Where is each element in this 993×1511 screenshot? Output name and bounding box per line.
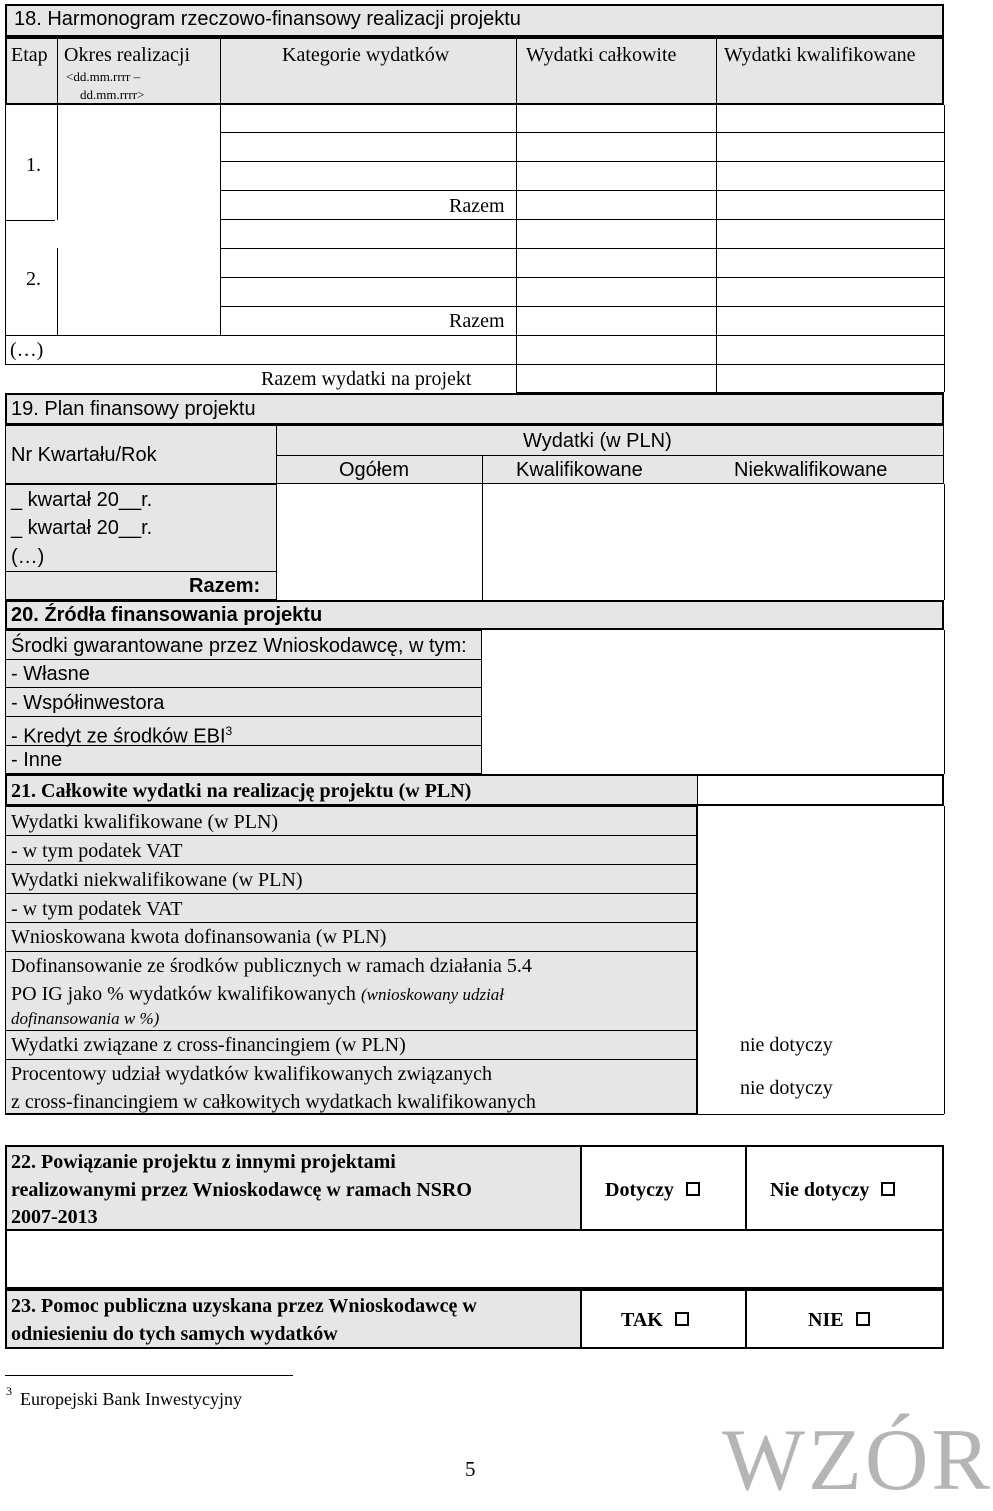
section-19-title: 19. Plan finansowy projektu: [11, 398, 256, 420]
plan-row-3: (…): [11, 546, 45, 568]
etap-1-label: 1.: [26, 154, 41, 176]
option-dotyczy[interactable]: [605, 1179, 700, 1201]
section-20-title: 20. Źródła finansowania projektu: [11, 604, 323, 626]
col-okres-format-1: <dd.mm.rrrr –: [66, 69, 141, 84]
plan-kwalifikowane: Kwalifikowane: [516, 459, 643, 481]
dofinansowanie-line1: Dofinansowanie ze środków publicznych w ramach działania 5.4: [11, 955, 532, 977]
section-18-title: 18. Harmonogram rzeczowo-finansowy realizacji projektu: [14, 8, 521, 30]
total-kwalifikowane-vat: - w tym podatek VAT: [11, 840, 183, 862]
cross-financing: Wydatki związane z cross-financingiem (w PLN): [11, 1034, 406, 1056]
section-22-line2: realizowanymi przez Wnioskodawcę w ramach NSRO: [11, 1179, 472, 1201]
source-ebi-loan: [11, 720, 232, 748]
plan-wydatki-pln: Wydatki (w PLN): [523, 430, 672, 452]
col-kwalifikowane: Wydatki kwalifikowane: [724, 44, 916, 66]
source-coinvestor: - Współinwestora: [11, 692, 165, 714]
nie-checkbox[interactable]: [856, 1312, 870, 1326]
section-23-line2: odniesieniu do tych samych wydatków: [11, 1323, 338, 1345]
dotyczy-checkbox[interactable]: [686, 1182, 700, 1196]
etap-more: (…): [10, 339, 44, 361]
source-guaranteed: Środki gwarantowane przez Wnioskodawcę, w tym:: [11, 635, 467, 657]
dofinansowanie-italic1: (wnioskowany udział: [360, 985, 505, 1004]
etap-2-label: 2.: [26, 268, 41, 290]
plan-razem: Razem:: [189, 575, 261, 597]
col-kategorie: Kategorie wydatków: [282, 44, 450, 66]
col-okres: Okres realizacji: [64, 44, 191, 66]
col-etap: Etap: [11, 44, 48, 66]
footnote-number: 3: [6, 1384, 12, 1398]
cross-pct-line1: Procentowy udział wydatków kwalifikowanych związanych: [11, 1063, 492, 1085]
section-22-description-field[interactable]: [5, 1231, 944, 1289]
plan-row-1: _ kwartał 20__r.: [11, 489, 153, 511]
footnote-ref: 3: [225, 724, 233, 738]
etap-2-razem: Razem: [449, 310, 505, 332]
footnote-separator: [5, 1375, 293, 1376]
option-nie-dotyczy[interactable]: [770, 1179, 895, 1201]
cross-pct-value: nie dotyczy: [740, 1077, 833, 1099]
source-other: - Inne: [11, 749, 63, 771]
footnote-text: Europejski Bank Inwestycyjny: [20, 1389, 242, 1409]
dofinansowanie-line2: [11, 983, 504, 1006]
plan-nr-kwartalu: Nr Kwartału/Rok: [11, 444, 157, 466]
option-dotyczy-label: Dotyczy: [605, 1179, 674, 1201]
cross-financing-value: nie dotyczy: [740, 1034, 833, 1056]
option-tak-label: TAK: [621, 1309, 663, 1331]
dofinansowanie-line2-text: PO IG jako % wydatków kwalifikowanych: [11, 983, 356, 1005]
total-kwalifikowane: Wydatki kwalifikowane (w PLN): [11, 811, 279, 833]
total-wnioskowana-kwota: Wnioskowana kwota dofinansowania (w PLN): [11, 926, 387, 948]
source-ebi-loan-label: - Kredyt ze środków EBI: [11, 725, 226, 748]
plan-row-2: _ kwartał 20__r.: [11, 517, 153, 539]
etap-1-razem: Razem: [449, 195, 505, 217]
option-nie-dotyczy-label: Nie dotyczy: [770, 1179, 870, 1201]
page-number: 5: [465, 1457, 476, 1481]
section-23-line1: 23. Pomoc publiczna uzyskana przez Wnioskodawcę w: [11, 1295, 477, 1317]
section-22-line1: 22. Powiązanie projektu z innymi projektami: [11, 1151, 396, 1173]
option-tak[interactable]: [621, 1309, 689, 1331]
plan-niekwalifikowane: Niekwalifikowane: [734, 459, 888, 481]
section-21-title: 21. Całkowite wydatki na realizację projektu (w PLN): [11, 780, 472, 802]
nie-dotyczy-checkbox[interactable]: [881, 1182, 895, 1196]
razem-wydatki-projekt: Razem wydatki na projekt: [261, 368, 472, 390]
cross-pct-line2: z cross-financingiem w całkowitych wydatkach kwalifikowanych: [11, 1091, 536, 1113]
section-22-line3: 2007-2013: [11, 1206, 98, 1228]
plan-ogolem: Ogółem: [339, 459, 410, 481]
dofinansowanie-italic2: dofinansowania w %): [11, 1009, 160, 1028]
col-okres-format-2: dd.mm.rrrr>: [80, 87, 145, 102]
total-niekwalifikowane-vat: - w tym podatek VAT: [11, 898, 183, 920]
total-niekwalifikowane: Wydatki niekwalifikowane (w PLN): [11, 869, 303, 891]
option-nie[interactable]: [808, 1309, 870, 1331]
tak-checkbox[interactable]: [675, 1312, 689, 1326]
wzor-watermark: WZÓR: [722, 1412, 993, 1509]
source-own: - Własne: [11, 663, 90, 685]
col-calkowite: Wydatki całkowite: [526, 44, 677, 66]
option-nie-label: NIE: [808, 1309, 844, 1331]
